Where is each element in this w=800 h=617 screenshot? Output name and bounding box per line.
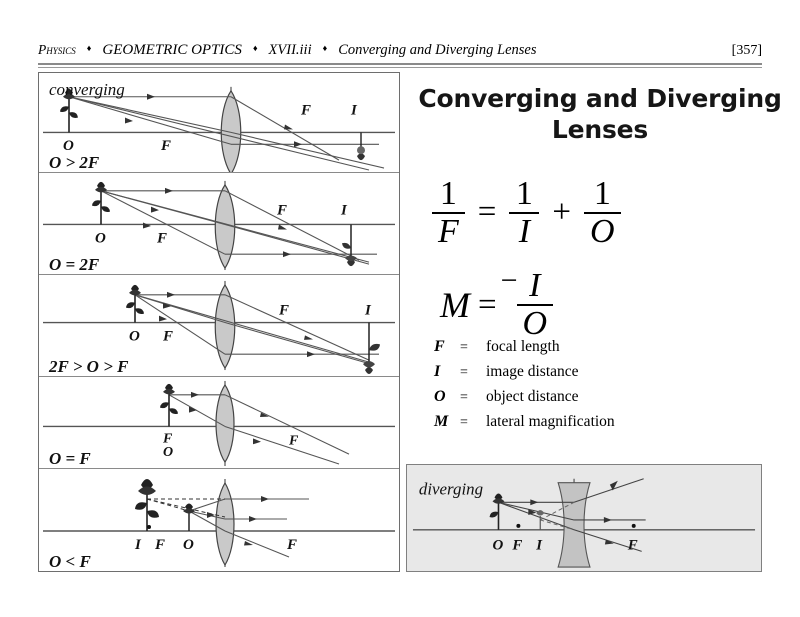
fraction-one-over-o bbox=[584, 176, 621, 250]
fraction-i-over-o bbox=[517, 268, 554, 342]
header-chapter: XVII.iii bbox=[268, 42, 312, 58]
magnification-equation bbox=[440, 264, 553, 342]
header-separator-icon: ♦ bbox=[252, 43, 258, 53]
label-focal-left: F bbox=[163, 328, 174, 345]
header-subject: Physics bbox=[38, 42, 76, 57]
legend-description: object distance bbox=[486, 388, 579, 405]
numerator: 1 bbox=[515, 175, 533, 212]
label-object: O bbox=[129, 328, 140, 345]
diverging-corner-label: diverging bbox=[418, 479, 484, 499]
page-number: [357] bbox=[731, 43, 762, 58]
plus-sign: + bbox=[552, 193, 572, 230]
label-focal-left: F bbox=[155, 537, 166, 553]
image-flower bbox=[342, 224, 357, 266]
symbol-legend bbox=[434, 338, 734, 438]
virtual-image-flower bbox=[536, 510, 544, 530]
label-focal-right: F bbox=[279, 302, 290, 319]
header-separator-icon: ♦ bbox=[322, 43, 328, 53]
object-flower bbox=[92, 182, 110, 225]
diverging-lens bbox=[558, 483, 590, 567]
legend-description: focal length bbox=[486, 338, 560, 355]
ray-diagram-o-equals-2f bbox=[39, 173, 399, 274]
legend-row bbox=[434, 413, 734, 438]
label-image: I bbox=[536, 537, 543, 554]
legend-symbol: I bbox=[434, 363, 441, 380]
label-object: O bbox=[492, 537, 504, 554]
virtual-image-flower bbox=[135, 479, 159, 531]
diagram-panel-o-equals-f bbox=[39, 377, 399, 469]
page-title-line1: Converging and Diverging bbox=[418, 84, 782, 113]
legend-row bbox=[434, 363, 734, 388]
label-object: O bbox=[183, 537, 194, 553]
numerator: I bbox=[529, 267, 541, 304]
denominator: I bbox=[518, 213, 531, 250]
magnification-variable: M bbox=[440, 285, 470, 325]
label-focal-right: F bbox=[301, 102, 312, 119]
legend-equals: = bbox=[460, 390, 468, 405]
label-object: O bbox=[63, 138, 74, 155]
header-rule-thick bbox=[38, 63, 762, 65]
lens-equation bbox=[432, 176, 621, 250]
ray-group bbox=[169, 395, 349, 464]
axis-point-markers bbox=[147, 525, 151, 529]
negative-fraction bbox=[500, 264, 553, 342]
ray-diagram-diverging bbox=[407, 465, 761, 571]
legend-equals: = bbox=[460, 340, 468, 355]
diagram-panel-o-less-f bbox=[39, 469, 399, 571]
diagram-panel-o-equals-2f bbox=[39, 173, 399, 275]
ray-diagram-2f-greater-o-greater-f bbox=[39, 275, 399, 376]
diagram-panel-2f-greater-o-greater-f bbox=[39, 275, 399, 377]
ray-diagram-o-equals-f bbox=[39, 377, 399, 468]
label-object: O bbox=[163, 445, 174, 461]
numerator: 1 bbox=[439, 175, 457, 212]
legend-equals: = bbox=[460, 415, 468, 430]
header-rule-thin bbox=[38, 67, 762, 68]
equals-sign: = bbox=[477, 193, 497, 230]
legend-symbol: F bbox=[434, 338, 445, 355]
diverging-lens-panel bbox=[406, 464, 762, 572]
header-section: GEOMETRIC OPTICS bbox=[102, 42, 242, 58]
panel-caption: O > 2F bbox=[49, 153, 100, 172]
image-flower bbox=[357, 132, 365, 160]
object-flower bbox=[126, 285, 144, 323]
legend-symbol: M bbox=[434, 413, 449, 430]
label-focal-far: F bbox=[627, 537, 638, 554]
label-focal-left: F bbox=[161, 138, 172, 155]
label-image: I bbox=[135, 537, 141, 553]
converging-corner-label: converging bbox=[49, 79, 125, 99]
numerator: 1 bbox=[593, 175, 611, 212]
legend-row bbox=[434, 338, 734, 363]
object-flower bbox=[490, 493, 505, 529]
label-image: I bbox=[341, 202, 347, 219]
page-header bbox=[38, 42, 762, 62]
legend-description: image distance bbox=[486, 363, 579, 380]
legend-row bbox=[434, 388, 734, 413]
label-focal-left: F bbox=[163, 431, 173, 447]
label-object: O bbox=[95, 230, 106, 247]
fraction-one-over-i bbox=[509, 176, 539, 250]
label-image: I bbox=[351, 102, 357, 119]
object-flower bbox=[160, 384, 178, 427]
label-focal-right: F bbox=[277, 202, 288, 219]
label-focal-right: F bbox=[289, 433, 299, 449]
denominator: O bbox=[522, 305, 548, 342]
equals-sign: = bbox=[478, 286, 497, 323]
image-flower bbox=[363, 323, 380, 374]
label-image: I bbox=[365, 302, 371, 319]
denominator: O bbox=[590, 213, 615, 250]
diagram-panel-o-greater-2f bbox=[39, 73, 399, 173]
panel-caption: O = 2F bbox=[49, 255, 100, 274]
label-focal-right: F bbox=[287, 537, 298, 553]
label-focal-near: F bbox=[512, 537, 523, 554]
panel-caption: O = F bbox=[49, 449, 91, 468]
page-title bbox=[410, 84, 790, 145]
minus-sign: − bbox=[500, 264, 518, 297]
panel-caption: 2F > O > F bbox=[49, 357, 129, 376]
ray-diagram-o-less-f bbox=[39, 469, 399, 571]
page-title-line2: Lenses bbox=[551, 114, 649, 144]
legend-description: lateral magnification bbox=[486, 413, 615, 430]
ray-diagram-o-greater-2f bbox=[39, 73, 399, 172]
legend-symbol: O bbox=[434, 388, 446, 405]
ray-group bbox=[101, 191, 377, 264]
denominator: F bbox=[438, 213, 459, 250]
fraction-one-over-f bbox=[432, 176, 465, 250]
legend-equals: = bbox=[460, 365, 468, 380]
header-separator-icon: ♦ bbox=[86, 43, 92, 53]
converging-lens bbox=[216, 483, 234, 565]
label-focal-left: F bbox=[157, 230, 168, 247]
header-topic: Converging and Diverging Lenses bbox=[338, 42, 537, 58]
panel-caption: O < F bbox=[49, 552, 91, 571]
converging-diagram-column bbox=[38, 72, 400, 572]
